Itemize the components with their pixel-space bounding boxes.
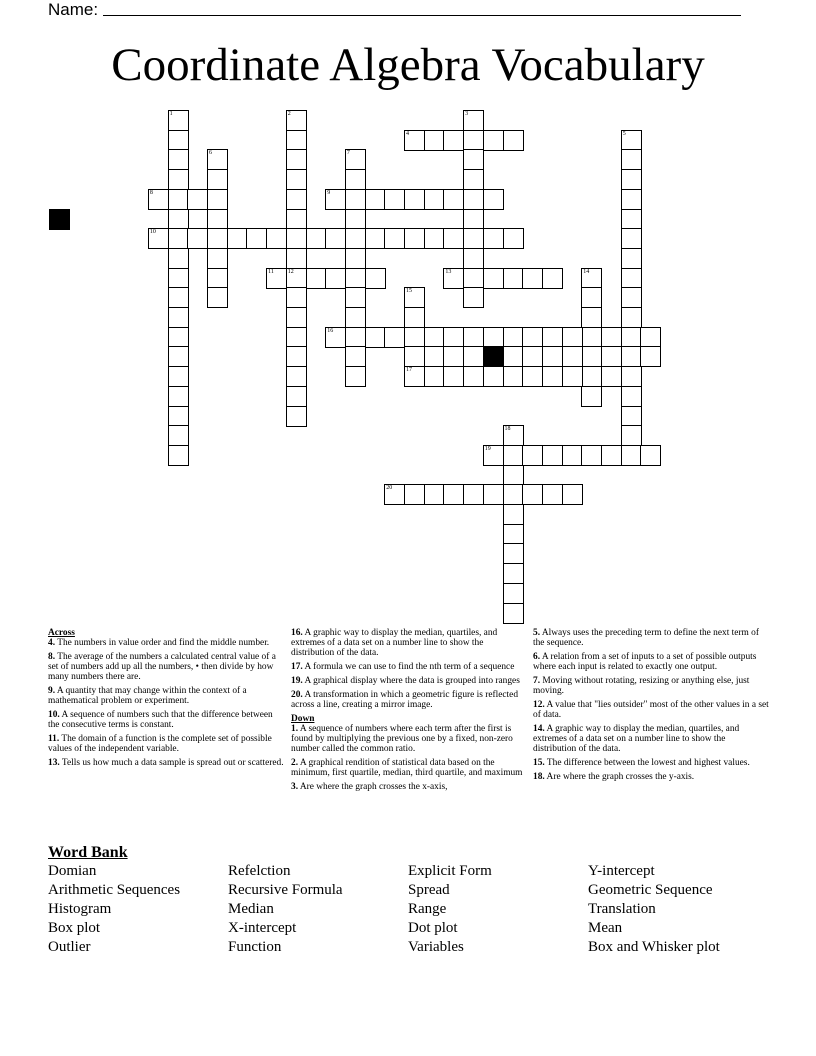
crossword-cell[interactable] [148,228,169,249]
crossword-cell[interactable] [384,228,405,249]
crossword-cell[interactable] [168,346,189,367]
crossword-cell[interactable] [365,327,386,348]
crossword-cell[interactable] [522,366,543,387]
crossword-cell[interactable] [325,327,346,348]
word-bank-title: Word Bank [48,844,128,861]
crossword-cell[interactable] [207,228,228,249]
clue-down-2: 2. A graphical rendition of statistical data based on the minimum, first quartile, median, third quartile, and maximum [291,758,523,778]
word-bank-item: Y-intercept [588,863,655,879]
clue-number: 20 [386,485,393,492]
crossword-cell[interactable] [286,189,307,210]
clue-across-4: 4. The numbers in value order and find the middle number. [48,638,270,648]
word-bank-item: Recursive Formula [228,882,343,898]
clue-number: 7 [346,150,350,157]
crossword-cell[interactable] [463,287,484,308]
crossword-cell[interactable] [483,327,504,348]
crossword-cell[interactable] [621,130,642,151]
crossword-cell[interactable] [168,268,189,289]
crossword-cell[interactable] [621,169,642,190]
crossword-cell[interactable] [168,327,189,348]
crossword-cell[interactable] [581,366,602,387]
crossword-cell[interactable] [581,268,602,289]
crossword-cell[interactable] [148,189,169,210]
crossword-cell[interactable] [443,484,464,505]
crossword-cell[interactable] [286,248,307,269]
crossword-cell[interactable] [483,268,504,289]
crossword-cell[interactable] [483,189,504,210]
clue-number: 14 [583,268,590,275]
word-bank-item: Box plot [48,920,101,936]
clue-down-5: 5. Always uses the preceding term to define the next term of the sequence. [533,628,759,648]
crossword-cell[interactable] [503,504,524,525]
crossword-cell[interactable] [542,366,563,387]
crossword-cell[interactable] [581,445,602,466]
word-bank-column-3 [408,862,492,957]
crossword-cell[interactable] [503,425,524,446]
crossword-cell[interactable] [463,346,484,367]
crossword-cell[interactable] [621,189,642,210]
clue-down-1: 1. A sequence of numbers where each term after the first is found by multiplying the previous one by a fixed, non-zero number called the common ratio. [291,724,513,754]
clue-down-7: 7. Moving without rotating, resizing or anything else, just moving. [533,676,750,696]
crossword-cell[interactable] [168,110,189,131]
crossword-cell[interactable] [443,327,464,348]
crossword-cell[interactable] [404,366,425,387]
crossword-cell[interactable] [286,130,307,151]
crossword-cell[interactable] [345,248,366,269]
clue-number: 5 [622,130,626,137]
crossword-cell[interactable] [345,327,366,348]
word-bank-item: Translation [588,901,656,917]
clue-number: 15 [406,288,412,295]
crossword-cell[interactable] [345,149,366,170]
crossword-cell[interactable] [187,189,208,210]
crossword-cell[interactable] [207,287,228,308]
crossword-cell[interactable] [640,445,661,466]
crossword-cell[interactable] [463,130,484,151]
crossword-cell[interactable] [621,209,642,230]
crossword-cell[interactable] [503,465,524,486]
crossword-cell[interactable] [483,366,504,387]
crossword-cell[interactable] [542,484,563,505]
crossword-cell[interactable] [503,327,524,348]
crossword-cell[interactable] [168,149,189,170]
crossword-cell[interactable] [404,130,425,151]
crossword-cell[interactable] [424,228,445,249]
crossword-cell[interactable] [542,268,563,289]
crossword-cell[interactable] [286,268,307,289]
word-bank-item: Domian [48,863,97,879]
crossword-cell[interactable] [640,346,661,367]
crossword-cell[interactable] [463,169,484,190]
crossword-cell[interactable] [345,287,366,308]
clue-number: 10 [149,229,156,236]
crossword-cell[interactable] [640,327,661,348]
crossword-cell[interactable] [286,327,307,348]
clue-number: 1 [169,111,173,117]
crossword-cell[interactable] [562,366,583,387]
clue-number: 8 [149,189,153,196]
clues-column-3 [533,628,769,786]
word-bank-item: Dot plot [408,920,458,936]
word-bank-item: X-intercept [228,920,297,936]
crossword-cell[interactable] [463,110,484,131]
crossword-cell[interactable] [621,327,642,348]
crossword-cell[interactable] [168,366,189,387]
crossword-cell[interactable] [168,248,189,269]
word-bank-item: Explicit Form [408,863,492,879]
clue-across-8: 8. The average of the numbers a calculated central value of a set of numbers add up all the numbers, • then divide by how many numbers there are. [48,652,276,682]
crossword-cell[interactable] [345,169,366,190]
crossword-cell[interactable] [207,189,228,210]
crossword-cell[interactable] [581,327,602,348]
crossword-cell[interactable] [621,366,642,387]
clue-number: 19 [484,445,491,452]
word-bank-column-4 [588,862,720,957]
clue-down-3: 3. Are where the graph crosses the x-axis, [291,782,448,792]
crossword-cell[interactable] [384,327,405,348]
crossword-cell[interactable] [424,366,445,387]
crossword-cell[interactable] [345,209,366,230]
crossword-cell[interactable] [286,110,307,131]
crossword-cell[interactable] [168,169,189,190]
crossword-cell[interactable] [168,386,189,407]
crossword-cell[interactable] [168,406,189,427]
word-bank-item: Function [228,939,282,955]
clue-down-12: 12. A value that "lies outsider" most of the other values in a set of data. [533,700,769,720]
word-bank-item: Refelction [228,863,291,879]
crossword-cell[interactable] [325,268,346,289]
crossword-cell[interactable] [365,228,386,249]
crossword-cell[interactable] [483,228,504,249]
crossword-cell[interactable] [443,189,464,210]
clue-down-14: 14. A graphic way to display the median, quartiles, and extremes of a data set on a number line to show the distribution of the data. [533,724,740,754]
word-bank-item: Outlier [48,939,91,955]
crossword-cell[interactable] [522,268,543,289]
crossword-cell[interactable] [207,248,228,269]
crossword-cell[interactable] [562,484,583,505]
crossword-cell[interactable] [503,268,524,289]
clue-number: 18 [504,426,511,433]
crossword-cell[interactable] [503,346,524,367]
crossword-cell[interactable] [384,189,405,210]
clue-down-15: 15. The difference between the lowest and highest values. [533,758,750,768]
word-bank-item: Median [228,901,274,917]
crossword-cell[interactable] [424,327,445,348]
crossword-cell[interactable] [325,189,346,210]
crossword-cell[interactable] [503,130,524,151]
crossword-cell[interactable] [463,268,484,289]
crossword-cell[interactable] [601,445,622,466]
crossword-cell[interactable] [443,346,464,367]
word-bank-column-1 [48,862,180,957]
crossword-cell[interactable] [542,346,563,367]
clue-across-13: 13. Tells us how much a data sample is spread out or scattered. [48,758,284,768]
crossword-cell[interactable] [286,169,307,190]
crossword-cell[interactable] [621,228,642,249]
crossword-cell[interactable] [503,543,524,564]
crossword-cell[interactable] [621,287,642,308]
across-heading: Across [48,628,75,638]
crossword-cell[interactable] [306,228,327,249]
crossword-cell[interactable] [325,228,346,249]
crossword-cell[interactable] [345,346,366,367]
clue-down-6: 6. A relation from a set of inputs to a set of possible outputs where each input is related to exactly one output. [533,652,757,672]
clue-across-9: 9. A quantity that may change within the context of a mathematical problem or experiment. [48,686,247,706]
clue-across-11: 11. The domain of a function is the complete set of possible values of the independent variable. [48,734,272,754]
crossword-cell[interactable] [443,228,464,249]
crossword-cell[interactable] [168,425,189,446]
crossword-cell[interactable] [463,149,484,170]
crossword-cell[interactable] [207,209,228,230]
crossword-cell[interactable] [463,248,484,269]
crossword-cell[interactable] [562,445,583,466]
crossword-cell[interactable] [286,346,307,367]
down-heading: Down [291,714,315,724]
crossword-cell[interactable] [503,445,524,466]
crossword-cell[interactable] [522,484,543,505]
crossword-cell[interactable] [621,149,642,170]
crossword-cell[interactable] [542,327,563,348]
crossword-cell[interactable] [621,248,642,269]
word-bank-item: Arithmetic Sequences [48,882,181,898]
clue-number: 13 [445,268,452,275]
page-title: Coordinate Algebra Vocabulary [111,39,705,91]
crossword-cell[interactable] [168,287,189,308]
clue-number: 12 [287,268,294,275]
crossword-cell[interactable] [463,327,484,348]
crossword-cell[interactable] [601,327,622,348]
crossword-cell[interactable] [601,346,622,367]
crossword-cell[interactable] [404,307,425,328]
crossword-block [483,346,504,367]
crossword-cell[interactable] [207,268,228,289]
crossword-cell[interactable] [286,287,307,308]
crossword-cell[interactable] [463,209,484,230]
crossword-cell[interactable] [168,445,189,466]
crossword-cell[interactable] [404,484,425,505]
crossword-cell[interactable] [286,149,307,170]
crossword-cell[interactable] [207,149,228,170]
crossword-cell[interactable] [621,406,642,427]
crossword-cell[interactable] [522,346,543,367]
clue-across-20: 20. A transformation in which a geometric figure is reflected across a line, creating a mirror image. [291,690,519,710]
word-bank-item: Histogram [48,901,112,917]
crossword-cell[interactable] [266,228,287,249]
crossword-cell[interactable] [463,228,484,249]
crossword-cell[interactable] [286,366,307,387]
crossword-cell[interactable] [345,366,366,387]
crossword-cell[interactable] [286,209,307,230]
crossword-cell[interactable] [286,386,307,407]
crossword-cell[interactable] [168,189,189,210]
word-bank-item: Variables [408,939,464,955]
clue-across-16: 16. A graphic way to display the median, quartiles, and extremes of a data set on a number line to show the distribution of the data. [291,628,498,658]
crossword-cell[interactable] [483,484,504,505]
crossword-cell[interactable] [187,228,208,249]
crossword-cell[interactable] [621,307,642,328]
crossword-cell[interactable] [286,307,307,328]
crossword-cell[interactable] [286,228,307,249]
clue-number: 6 [209,150,212,157]
crossword-cell[interactable] [424,189,445,210]
crossword-cell[interactable] [207,169,228,190]
crossword-cell[interactable] [562,346,583,367]
crossword-cell[interactable] [621,425,642,446]
crossword-cell[interactable] [522,445,543,466]
crossword-cell[interactable] [503,484,524,505]
crossword-cell[interactable] [443,268,464,289]
crossword-cell[interactable] [443,366,464,387]
crossword-cell[interactable] [581,386,602,407]
crossword-cell[interactable] [404,287,425,308]
crossword-cell[interactable] [542,445,563,466]
crossword-cell[interactable] [424,346,445,367]
crossword-cell[interactable] [266,268,287,289]
crossword-cell[interactable] [463,366,484,387]
crossword-cell[interactable] [522,327,543,348]
clue-number: 4 [406,130,409,137]
crossword-cell[interactable] [345,307,366,328]
clue-down-18: 18. Are where the graph crosses the y-axis. [533,772,695,782]
crossword-cell[interactable] [404,327,425,348]
crossword-cell[interactable] [168,307,189,328]
crossword-cell[interactable] [581,307,602,328]
crossword-cell[interactable] [503,563,524,584]
crossword-cell[interactable] [404,189,425,210]
clue-across-10: 10. A sequence of numbers such that the difference between the consecutive terms is constant. [48,710,273,730]
clue-across-19: 19. A graphical display where the data is grouped into ranges [291,676,520,686]
clue-across-17: 17. A formula we can use to find the nth term of a sequence [291,662,515,672]
crossword-cell[interactable] [581,287,602,308]
crossword-cell[interactable] [621,268,642,289]
crossword-cell[interactable] [246,228,267,249]
crossword-cell[interactable] [503,228,524,249]
crossword-cell[interactable] [404,346,425,367]
crossword-cell[interactable] [463,189,484,210]
crossword-cell[interactable] [384,484,405,505]
crossword-cell[interactable] [483,130,504,151]
crossword-cell[interactable] [443,130,464,151]
crossword-cell[interactable] [345,268,366,289]
word-bank-column-2 [228,862,343,957]
crossword-cell[interactable] [424,130,445,151]
crossword-cell[interactable] [424,484,445,505]
clue-number: 17 [406,367,412,374]
crossword-cell[interactable] [581,346,602,367]
crossword-cell[interactable] [503,524,524,545]
crossword-cell[interactable] [621,386,642,407]
name-label: Name: [48,0,99,19]
crossword-cell[interactable] [562,327,583,348]
crossword-cell[interactable] [503,583,524,604]
word-bank-item: Box and Whisker plot [588,939,720,955]
crossword-cell[interactable] [621,445,642,466]
word-bank-item: Mean [588,920,623,936]
crossword-cell[interactable] [404,228,425,249]
crossword-cell[interactable] [503,603,524,624]
crossword-cell[interactable] [168,130,189,151]
crossword-cell[interactable] [227,228,248,249]
clue-number: 11 [268,268,274,275]
clue-number: 2 [287,111,291,117]
clues-column-2 [291,628,527,796]
crossword-block [49,209,70,230]
word-bank-item: Geometric Sequence [588,882,713,898]
crossword-cell[interactable] [345,228,366,249]
clue-number: 16 [327,327,334,334]
crossword-cell[interactable] [286,406,307,427]
crossword-cell[interactable] [168,228,189,249]
crossword-cell[interactable] [306,268,327,289]
crossword-cell[interactable] [168,209,189,230]
crossword-cell[interactable] [463,484,484,505]
crossword-cell[interactable] [365,268,386,289]
crossword-cell[interactable] [483,445,504,466]
clue-number: 3 [465,111,469,117]
word-bank-item: Range [408,901,447,917]
clues-column-1 [48,628,284,772]
clue-number: 9 [327,189,331,196]
crossword-cell[interactable] [345,189,366,210]
crossword-cell[interactable] [503,366,524,387]
word-bank-item: Spread [408,882,450,898]
crossword-cell[interactable] [621,346,642,367]
crossword-cell[interactable] [601,366,622,387]
crossword-cell[interactable] [365,189,386,210]
